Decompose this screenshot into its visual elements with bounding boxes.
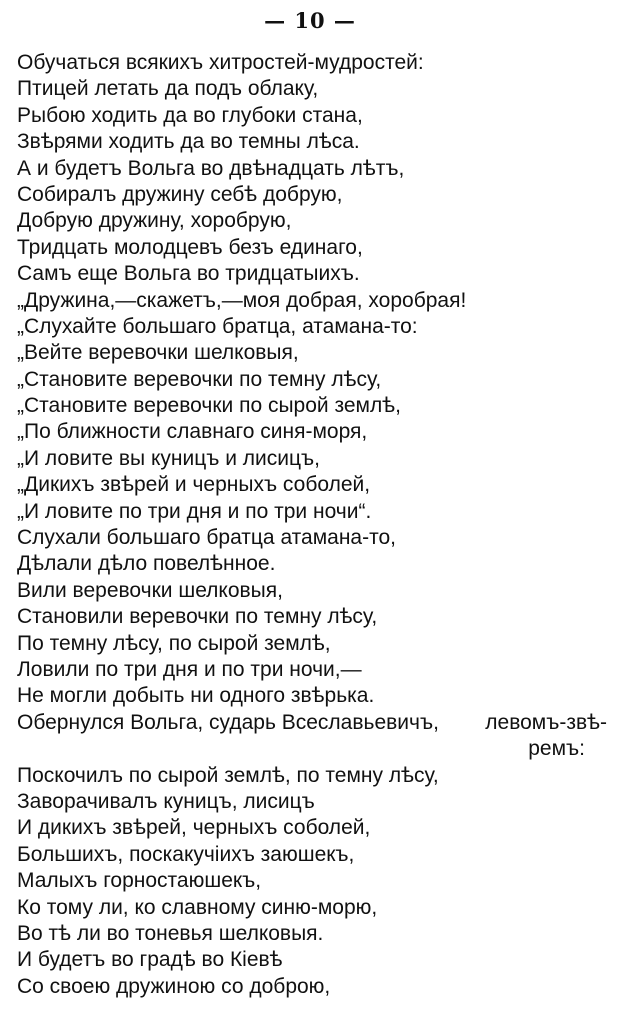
- poem-line: Слухали большаго братца атамана-то,: [17, 526, 397, 550]
- poem-line: „И ловите вы куницъ и лисицъ,: [17, 446, 320, 470]
- poem-line: „Дружина,—скажетъ,—моя добрая, хоробрая!: [17, 288, 467, 312]
- poem-line: „И ловите по три дня и по три ночи“.: [17, 499, 372, 523]
- poem-line: А и будетъ Вольга во двѣнадцать лѣтъ,: [17, 156, 405, 180]
- poem-line: Ко тому ли, ко славному синю-морю,: [17, 895, 378, 919]
- poem-line: Звѣрями ходить да во темны лѣса.: [17, 130, 360, 154]
- poem-line: Со своею дружиною со доброю,: [17, 974, 331, 998]
- poem-line: „Слухайте большаго братца, атамана-то:: [17, 314, 418, 338]
- poem-line: И дикихъ звѣрей, черныхъ соболей,: [17, 816, 371, 840]
- poem-line: Становили веревочки по темну лѣсу,: [17, 605, 378, 629]
- poem-line: Большихъ, поскакучіихъ заюшекъ,: [17, 842, 355, 866]
- poem-line: „Становите веревочки по сырой землѣ,: [17, 394, 401, 418]
- poem-line: Обучаться всякихъ хитростей-мудростей:: [17, 51, 424, 74]
- poem-line: Во тѣ ли во тоневья шелковыя.: [17, 921, 324, 945]
- poem-line-split: [17, 710, 607, 736]
- poem-line: По темну лѣсу, по сырой землѣ,: [17, 631, 331, 655]
- poem-line: „Вейте веревочки шелковыя,: [17, 341, 299, 365]
- poem-line: Добрую дружину, хоробрую,: [17, 209, 292, 233]
- page-number: — 10 —: [264, 8, 356, 33]
- poem-line: Ловили по три дня и по три ночи,—: [17, 657, 362, 681]
- poem-line: Самъ еще Вольга во тридцатыихъ.: [17, 262, 360, 286]
- poem-line: Малыхъ горностаюшекъ,: [17, 869, 262, 893]
- poem-line: Не могли добыть ни одного звѣрька.: [17, 684, 375, 708]
- poem-line: Рыбою ходить да во глубоки стана,: [17, 103, 363, 127]
- poem-line: „Становите веревочки по темну лѣсу,: [17, 367, 382, 391]
- poem-line: Вили веревочки шелковыя,: [17, 578, 283, 602]
- split-line-left: Обернулся Вольга, сударь Всеславьевичъ,: [17, 710, 439, 734]
- poem-line: И будетъ во градѣ во Кіевѣ: [17, 948, 283, 972]
- poem-line: Птицей летать да подъ облаку,: [17, 77, 319, 101]
- poem-line: Тридцать молодцевъ безъ единаго,: [17, 235, 363, 259]
- poem-line: Дѣлали дѣло повелѣнное.: [17, 552, 276, 576]
- poem-text: [17, 50, 607, 1000]
- poem-line-wrap-continuation: ремъ:: [528, 737, 585, 761]
- poem-line: Поскочилъ по сырой землѣ, по темну лѣсу,: [17, 763, 439, 787]
- poem-line: „По ближности славнаго синя-моря,: [17, 420, 368, 444]
- split-line-right: левомъ-звѣ-: [485, 710, 607, 734]
- poem-line: Заворачивалъ куницъ, лисицъ: [17, 789, 315, 813]
- poem-line: „Дикихъ звѣрей и черныхъ соболей,: [17, 473, 371, 497]
- poem-line: Собиралъ дружину себѣ добрую,: [17, 182, 343, 206]
